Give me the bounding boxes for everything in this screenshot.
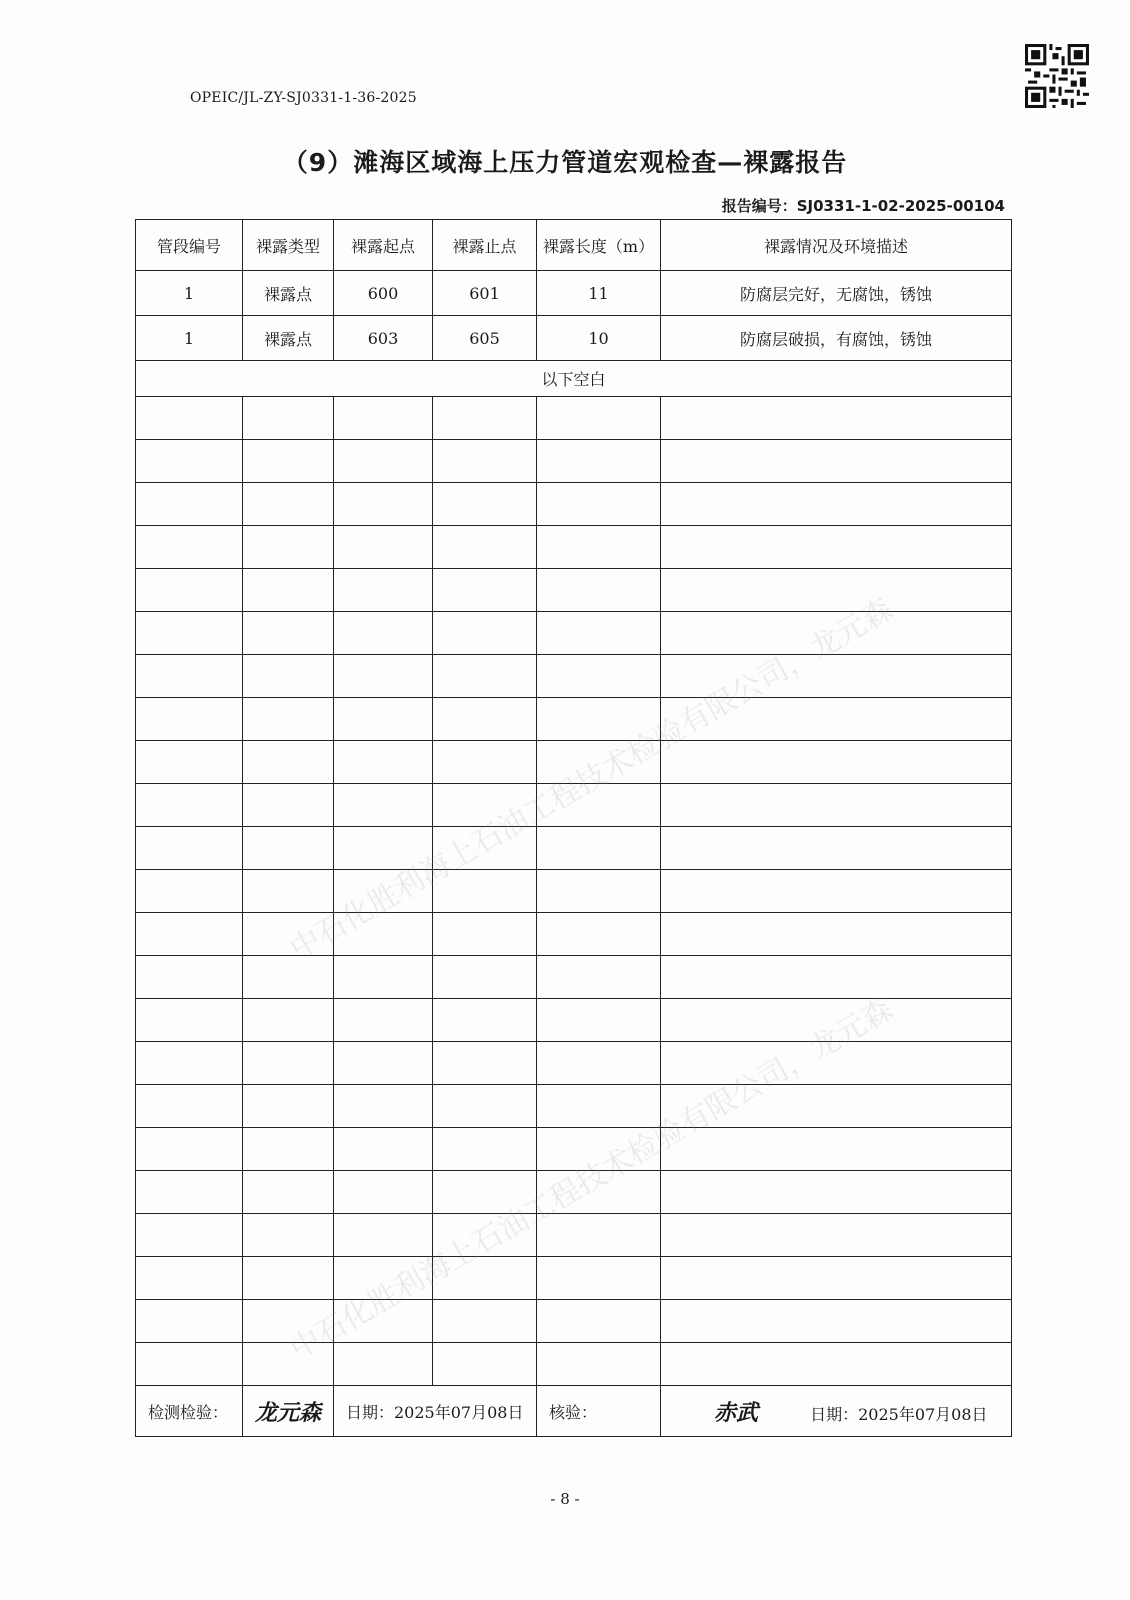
empty-cell [537,999,661,1042]
empty-cell [661,784,1012,827]
review-date: 日期：2025年07月08日 [810,1404,988,1424]
empty-rows [136,397,1012,1386]
empty-cell [334,827,433,870]
empty-cell [537,655,661,698]
empty-row [136,1257,1012,1300]
empty-cell [537,827,661,870]
empty-row [136,698,1012,741]
cell: 裸露点 [243,316,334,361]
empty-cell [334,698,433,741]
empty-row [136,827,1012,870]
empty-cell [243,870,334,913]
empty-cell [243,1042,334,1085]
blank-note-row [136,361,1012,397]
empty-cell [136,1214,243,1257]
empty-cell [136,956,243,999]
empty-cell [537,526,661,569]
inspector-label: 检测检验： [136,1386,243,1437]
empty-cell [537,870,661,913]
empty-cell [661,956,1012,999]
cell: 裸露点 [243,271,334,316]
empty-cell [243,1300,334,1343]
empty-cell [136,999,243,1042]
empty-cell [136,1343,243,1386]
empty-row [136,569,1012,612]
empty-row [136,956,1012,999]
empty-cell [136,440,243,483]
empty-cell [334,1343,433,1386]
empty-cell [433,698,537,741]
empty-cell [334,784,433,827]
empty-cell [136,1042,243,1085]
empty-cell [661,870,1012,913]
empty-row [136,526,1012,569]
empty-cell [243,612,334,655]
empty-cell [334,999,433,1042]
watermark: 中石化胜利海上石油工程技术检验有限公司，龙元森 [284,991,900,1368]
empty-cell [243,999,334,1042]
empty-cell [334,1042,433,1085]
empty-cell [334,913,433,956]
empty-cell [433,1171,537,1214]
empty-row [136,1300,1012,1343]
empty-cell [537,1343,661,1386]
empty-cell [136,1257,243,1300]
empty-cell [334,655,433,698]
empty-cell [243,741,334,784]
empty-row [136,612,1012,655]
empty-row [136,440,1012,483]
empty-cell [433,784,537,827]
empty-cell [136,1128,243,1171]
empty-cell [136,483,243,526]
inspector-signature-text: 龙元森 [254,1399,321,1426]
signature-row [136,1386,1012,1437]
page-number: - 8 - [550,1490,580,1508]
empty-cell [243,655,334,698]
empty-cell [334,612,433,655]
empty-cell [433,913,537,956]
empty-cell [537,1085,661,1128]
empty-cell [433,870,537,913]
empty-row [136,784,1012,827]
empty-cell [537,483,661,526]
empty-cell [433,827,537,870]
empty-cell [537,1257,661,1300]
empty-row [136,1171,1012,1214]
table-row [136,271,1012,316]
inspector-signature [243,1386,334,1437]
empty-cell [243,526,334,569]
report-number: 报告编号：SJ0331-1-02-2025-00104 [721,197,1005,215]
empty-cell [136,1300,243,1343]
empty-cell [334,440,433,483]
col-header: 裸露起点 [334,220,433,271]
empty-cell [661,397,1012,440]
empty-cell [661,526,1012,569]
reviewer-signature: 赤武 [713,1399,758,1426]
empty-cell [537,1300,661,1343]
empty-cell [433,1343,537,1386]
col-header: 裸露类型 [243,220,334,271]
table-header-row [136,220,1012,271]
empty-cell [243,827,334,870]
empty-row [136,741,1012,784]
empty-row [136,999,1012,1042]
cell: 603 [334,316,433,361]
empty-row [136,1128,1012,1171]
blank-note: 以下空白 [136,361,1012,397]
empty-cell [334,1257,433,1300]
empty-cell [334,741,433,784]
empty-row [136,1343,1012,1386]
empty-cell [661,1128,1012,1171]
empty-cell [433,569,537,612]
empty-cell [661,999,1012,1042]
empty-row [136,913,1012,956]
empty-cell [136,612,243,655]
empty-cell [661,612,1012,655]
empty-cell [334,1085,433,1128]
empty-cell [433,440,537,483]
empty-cell [433,1085,537,1128]
empty-cell [243,1214,334,1257]
col-header: 裸露长度（m） [537,220,661,271]
empty-cell [334,1214,433,1257]
empty-cell [433,999,537,1042]
empty-cell [136,698,243,741]
empty-cell [537,569,661,612]
empty-cell [334,1128,433,1171]
empty-cell [433,526,537,569]
table-row [136,316,1012,361]
empty-cell [243,956,334,999]
empty-cell [334,397,433,440]
empty-cell [433,956,537,999]
empty-cell [537,1214,661,1257]
empty-cell [537,397,661,440]
empty-cell [136,397,243,440]
empty-cell [537,784,661,827]
empty-cell [433,612,537,655]
col-header: 裸露止点 [433,220,537,271]
empty-cell [661,1257,1012,1300]
empty-cell [433,1214,537,1257]
empty-cell [334,1300,433,1343]
empty-cell [537,1171,661,1214]
empty-row [136,655,1012,698]
empty-cell [661,440,1012,483]
empty-cell [334,483,433,526]
empty-cell [537,1128,661,1171]
empty-cell [661,913,1012,956]
empty-cell [136,784,243,827]
cell: 10 [537,316,661,361]
cell: 11 [537,271,661,316]
empty-cell [243,569,334,612]
col-header: 管段编号 [136,220,243,271]
empty-row [136,483,1012,526]
empty-cell [433,1300,537,1343]
empty-cell [661,741,1012,784]
empty-cell [661,1214,1012,1257]
empty-cell [661,483,1012,526]
empty-cell [537,698,661,741]
empty-cell [243,397,334,440]
watermark: 中石化胜利海上石油工程技术检验有限公司，龙元森 [284,591,900,968]
empty-cell [661,1042,1012,1085]
document-code: OPEIC/JL-ZY-SJ0331-1-36-2025 [190,90,417,106]
empty-cell [334,956,433,999]
reviewer-label: 核验： [537,1386,661,1437]
empty-cell [243,784,334,827]
empty-cell [136,870,243,913]
empty-cell [334,870,433,913]
empty-cell [136,1171,243,1214]
empty-cell [537,913,661,956]
empty-row [136,1214,1012,1257]
cell: 防腐层破损，有腐蚀，锈蚀 [661,316,1012,361]
empty-cell [243,1257,334,1300]
empty-cell [334,526,433,569]
empty-cell [537,741,661,784]
cell: 1 [136,271,243,316]
empty-cell [433,655,537,698]
empty-cell [243,698,334,741]
cell: 1 [136,316,243,361]
empty-cell [433,397,537,440]
empty-cell [136,913,243,956]
empty-cell [661,1085,1012,1128]
empty-cell [136,655,243,698]
empty-cell [433,483,537,526]
empty-cell [537,612,661,655]
empty-cell [136,741,243,784]
empty-cell [136,569,243,612]
empty-cell [136,827,243,870]
empty-cell [433,1128,537,1171]
empty-cell [243,1343,334,1386]
empty-cell [243,1085,334,1128]
empty-cell [661,1343,1012,1386]
empty-cell [243,1128,334,1171]
empty-cell [537,440,661,483]
empty-row [136,1085,1012,1128]
empty-cell [334,1171,433,1214]
empty-row [136,1042,1012,1085]
cell: 防腐层完好，无腐蚀，锈蚀 [661,271,1012,316]
empty-cell [661,827,1012,870]
empty-cell [537,956,661,999]
qr-code-icon [1025,44,1089,108]
inspection-date: 日期：2025年07月08日 [334,1386,537,1437]
reviewer-cell [661,1386,1012,1437]
empty-cell [661,1300,1012,1343]
empty-cell [433,1042,537,1085]
empty-cell [136,526,243,569]
cell: 600 [334,271,433,316]
report-title: （9）滩海区域海上压力管道宏观检查—裸露报告 [282,148,848,177]
empty-cell [243,1171,334,1214]
empty-cell [661,569,1012,612]
empty-row [136,397,1012,440]
empty-cell [243,483,334,526]
cell: 605 [433,316,537,361]
empty-cell [661,698,1012,741]
empty-cell [661,1171,1012,1214]
col-header: 裸露情况及环境描述 [661,220,1012,271]
empty-cell [433,741,537,784]
empty-cell [433,1257,537,1300]
empty-cell [136,1085,243,1128]
empty-cell [661,655,1012,698]
empty-row [136,870,1012,913]
empty-cell [334,569,433,612]
empty-cell [243,913,334,956]
exposure-table [135,219,1012,1437]
empty-cell [537,1042,661,1085]
empty-cell [243,440,334,483]
cell: 601 [433,271,537,316]
